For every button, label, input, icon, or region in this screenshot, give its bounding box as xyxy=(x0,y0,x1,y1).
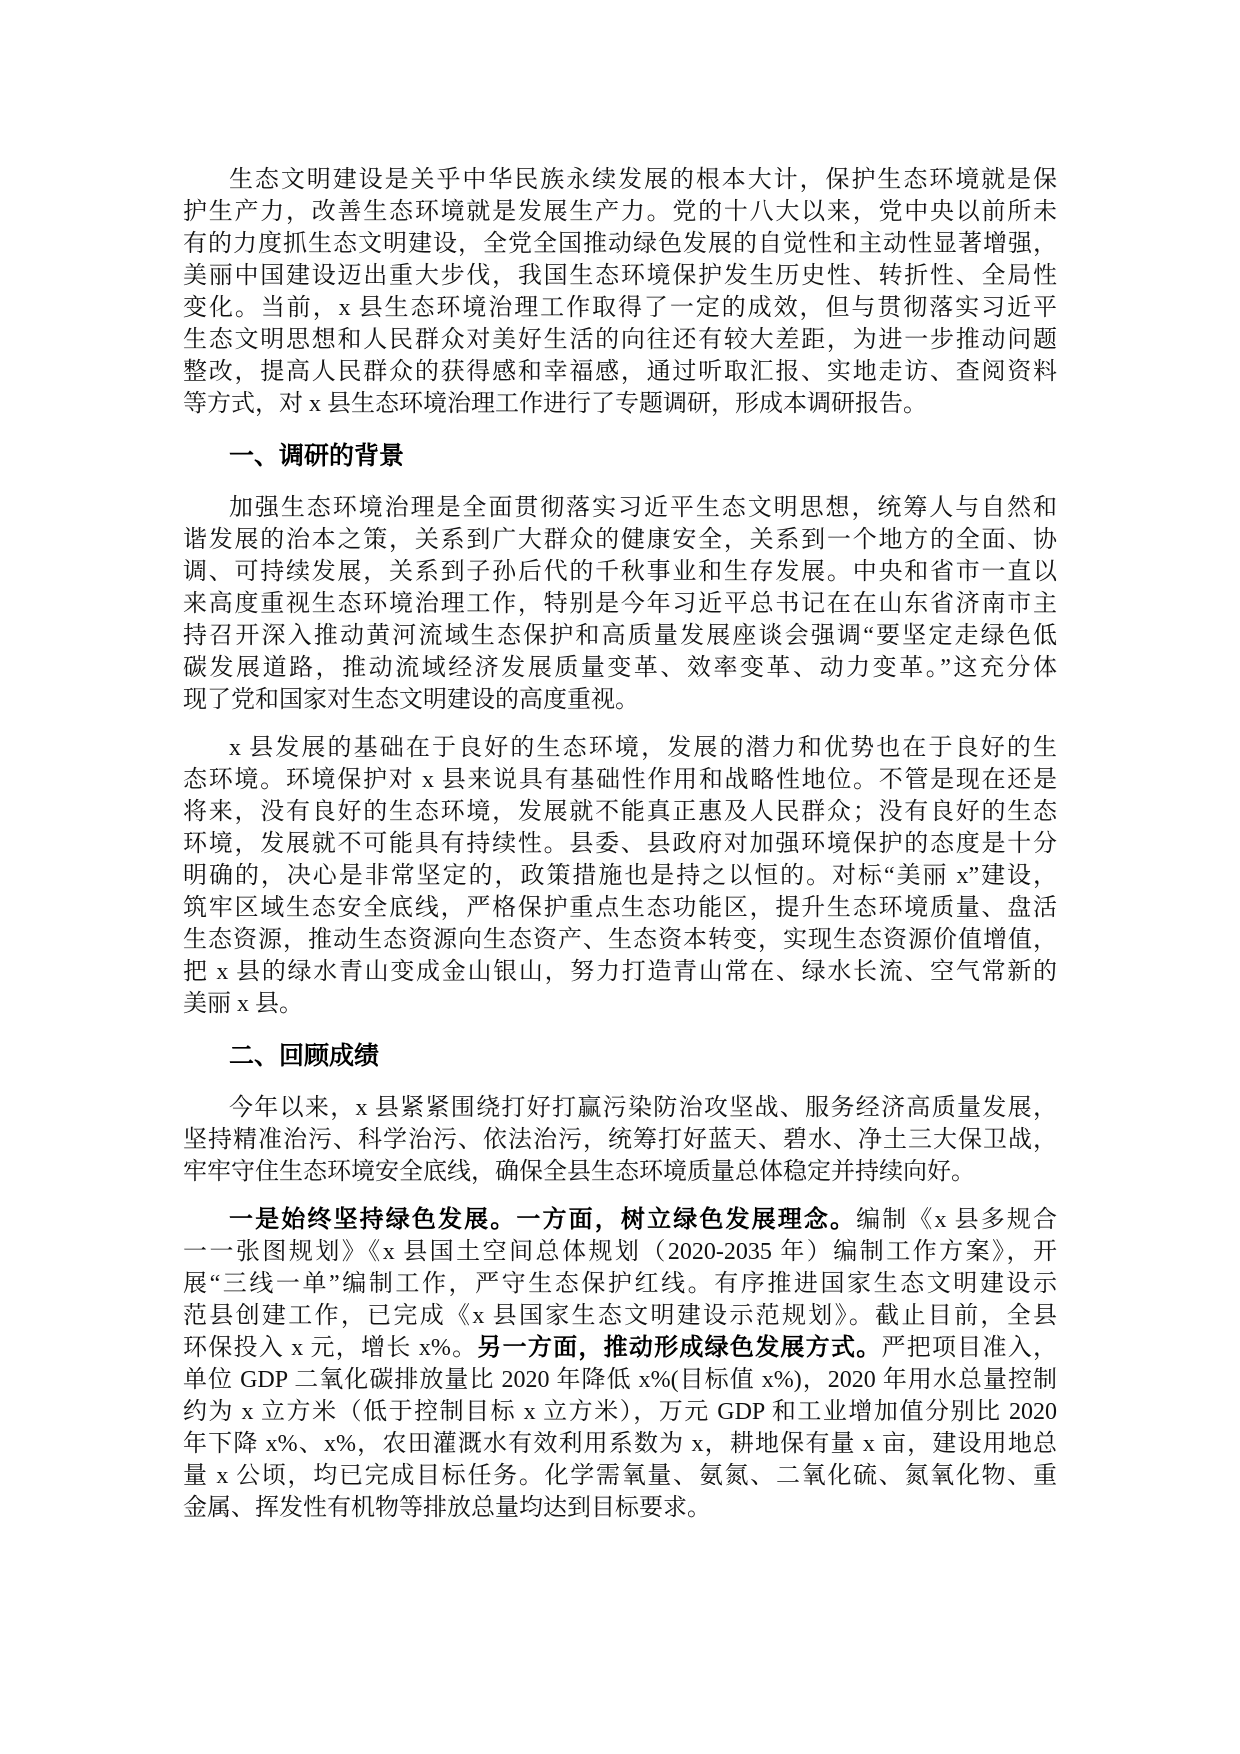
body-text: 编制《x 县多规合 xyxy=(856,1207,1058,1233)
text-line xyxy=(183,956,1057,988)
text-line xyxy=(183,860,1057,892)
document-content xyxy=(183,164,1057,1540)
text-line xyxy=(183,796,1057,828)
text-line xyxy=(183,764,1057,796)
text-line xyxy=(183,524,1057,556)
paragraph xyxy=(183,492,1057,716)
paragraph xyxy=(183,1204,1057,1524)
text-line xyxy=(183,388,1057,420)
text-line xyxy=(183,164,1057,196)
body-text: 筑牢区域生态安全底线，严格保护重点生态功能区，提升生态环境质量、盘活 xyxy=(183,895,1057,921)
text-line xyxy=(183,1492,1057,1524)
text-line xyxy=(183,652,1057,684)
body-text: 碳发展道路，推动流域经济发展质量变革、效率变革、动力变革。”这充分体 xyxy=(183,655,1057,681)
text-line xyxy=(183,1204,1057,1236)
text-line xyxy=(183,828,1057,860)
body-text: 持召开深入推动黄河流域生态保护和高质量发展座谈会强调“要坚定走绿色低 xyxy=(183,623,1057,649)
text-line xyxy=(183,1092,1057,1124)
body-text: 一一张图规划》《x 县国土空间总体规划（2020-2035 年）编制工作方案》，开 xyxy=(183,1239,1057,1265)
text-line xyxy=(183,324,1057,356)
body-text: 范县创建工作，已完成《x 县国家生态文明建设示范规划》。截止目前，全县 xyxy=(183,1303,1057,1329)
text-line xyxy=(183,556,1057,588)
text-line xyxy=(183,1300,1057,1332)
body-text: 量 x 公顷，均已完成目标任务。化学需氧量、氨氮、二氧化硫、氮氧化物、重 xyxy=(183,1463,1057,1489)
body-text: 谐发展的治本之策，关系到广大群众的健康安全，关系到一个地方的全面、协 xyxy=(183,527,1057,553)
text-line xyxy=(183,196,1057,228)
text-line xyxy=(183,260,1057,292)
emphasis-text: 另一方面，推动形成绿色发展方式。 xyxy=(477,1334,882,1361)
body-text: 变化。当前，x 县生态环境治理工作取得了一定的成效，但与贯彻落实习近平 xyxy=(183,295,1057,321)
text-line xyxy=(183,588,1057,620)
paragraph xyxy=(183,1092,1057,1188)
text-line xyxy=(183,892,1057,924)
body-text: 金属、挥发性有机物等排放总量均达到目标要求。 xyxy=(183,1495,711,1521)
body-text: 环境，发展就不可能具有持续性。县委、县政府对加强环境保护的态度是十分 xyxy=(183,831,1057,857)
paragraph xyxy=(183,732,1057,1020)
body-text: 今年以来，x 县紧紧围绕打好打赢污染防治攻坚战、服务经济高质量发展， xyxy=(229,1095,1057,1121)
body-text: 环保投入 x 元，增长 x%。 xyxy=(183,1335,478,1361)
body-text: 生态文明建设是关乎中华民族永续发展的根本大计，保护生态环境就是保 xyxy=(229,167,1057,193)
text-line xyxy=(183,620,1057,652)
body-text: 展“三线一单”编制工作，严守生态保护红线。有序推进国家生态文明建设示 xyxy=(183,1271,1057,1297)
body-text: 生态文明思想和人民群众对美好生活的向往还有较大差距，为进一步推动问题 xyxy=(183,327,1057,353)
text-line xyxy=(183,1428,1057,1460)
text-line xyxy=(183,1124,1057,1156)
body-text: 坚持精准治污、科学治污、依法治污，统筹打好蓝天、碧水、净土三大保卫战， xyxy=(183,1127,1057,1153)
body-text: 等方式，对 x 县生态环境治理工作进行了专题调研，形成本调研报告。 xyxy=(183,391,927,417)
text-line xyxy=(183,1268,1057,1300)
text-line xyxy=(183,1236,1057,1268)
body-text: 生态资源，推动生态资源向生态资产、生态资本转变，实现生态资源价值增值， xyxy=(183,927,1057,953)
body-text: 将来，没有良好的生态环境，发展就不能真正惠及人民群众；没有良好的生态 xyxy=(183,799,1057,825)
body-text: 美丽中国建设迈出重大步伐，我国生态环境保护发生历史性、转折性、全局性 xyxy=(183,263,1057,289)
text-line xyxy=(183,228,1057,260)
text-line xyxy=(183,1332,1057,1364)
text-line xyxy=(183,1156,1057,1188)
text-line xyxy=(183,684,1057,716)
body-text: 牢牢守住生态环境安全底线，确保全县生态环境质量总体稳定并持续向好。 xyxy=(183,1159,975,1185)
body-text: 年下降 x%、x%，农田灌溉水有效利用系数为 x，耕地保有量 x 亩，建设用地总 xyxy=(183,1431,1057,1457)
text-line xyxy=(183,732,1057,764)
text-line xyxy=(183,1396,1057,1428)
body-text: 明确的，决心是非常坚定的，政策措施也是持之以恒的。对标“美丽 x”建设， xyxy=(183,863,1057,889)
body-text: 有的力度抓生态文明建设，全党全国推动绿色发展的自觉性和主动性显著增强， xyxy=(183,231,1057,257)
text-line xyxy=(183,356,1057,388)
body-text: 单位 GDP 二氧化碳排放量比 2020 年降低 x%(目标值 x%)，2020 年用水总量控制 xyxy=(183,1367,1057,1393)
body-text: 调、可持续发展，关系到子孙后代的千秋事业和生存发展。中央和省市一直以 xyxy=(183,559,1057,585)
body-text: 现了党和国家对生态文明建设的高度重视。 xyxy=(183,687,639,713)
body-text: 美丽 x 县。 xyxy=(183,991,303,1017)
body-text: 严把项目准入， xyxy=(881,1335,1058,1361)
section-heading: 二、回顾成绩 xyxy=(229,1042,380,1070)
text-line xyxy=(183,1460,1057,1492)
body-text: 来高度重视生态环境治理工作，特别是今年习近平总书记在在山东省济南市主 xyxy=(183,591,1057,617)
section-heading: 一、调研的背景 xyxy=(229,442,405,470)
body-text: 约为 x 立方米（低于控制目标 x 立方米），万元 GDP 和工业增加值分别比 2020 xyxy=(183,1399,1057,1425)
body-text: 态环境。环境保护对 x 县来说具有基础性作用和战略性地位。不管是现在还是 xyxy=(183,767,1057,793)
body-text: x 县发展的基础在于良好的生态环境，发展的潜力和优势也在于良好的生 xyxy=(229,735,1057,761)
text-line xyxy=(183,1364,1057,1396)
text-line xyxy=(183,292,1057,324)
body-text: 整改，提高人民群众的获得感和幸福感，通过听取汇报、实地走访、查阅资料 xyxy=(183,359,1057,385)
body-text: 护生产力，改善生态环境就是发展生产力。党的十八大以来，党中央以前所未 xyxy=(183,199,1057,225)
text-line xyxy=(183,924,1057,956)
body-text: 把 x 县的绿水青山变成金山银山，努力打造青山常在、绿水长流、空气常新的 xyxy=(183,959,1057,985)
emphasis-text: 一是始终坚持绿色发展。一方面，树立绿色发展理念。 xyxy=(229,1206,857,1233)
text-line xyxy=(183,492,1057,524)
text-line xyxy=(183,988,1057,1020)
paragraph xyxy=(183,164,1057,420)
body-text: 加强生态环境治理是全面贯彻落实习近平生态文明思想，统筹人与自然和 xyxy=(229,495,1057,521)
